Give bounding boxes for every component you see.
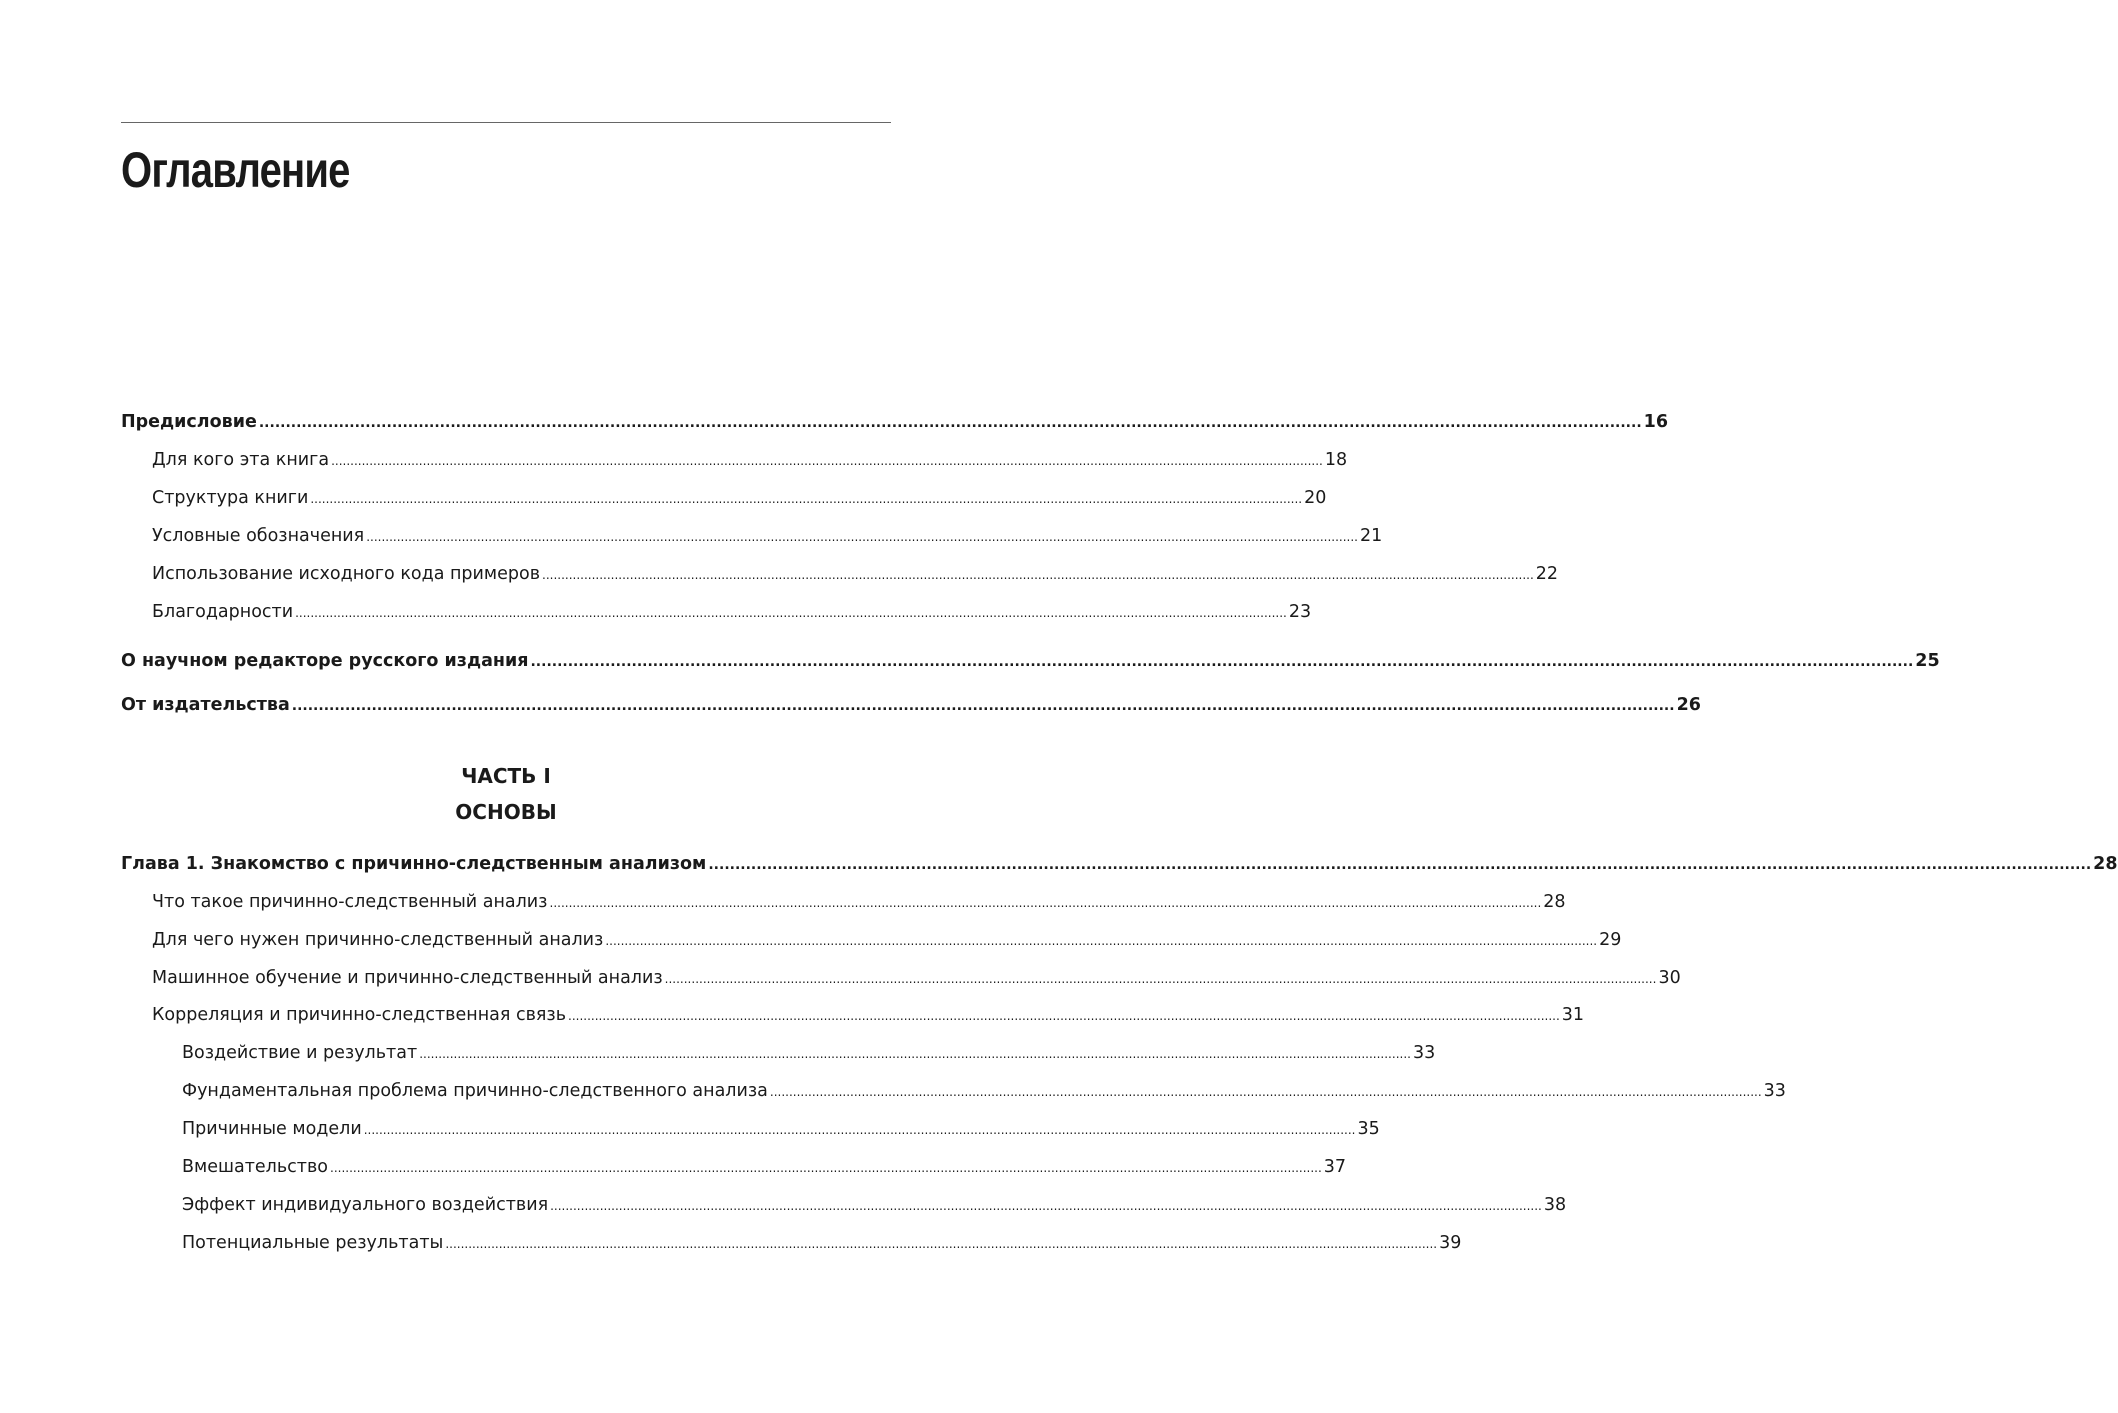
toc-dot-leader: .................................................................................................................................................................................................................................................................... bbox=[530, 654, 1914, 670]
toc-entry-label: Что такое причинно-следственный анализ bbox=[152, 892, 548, 912]
toc-dot-leader: .................................................................................................................................................................................................................................................................... bbox=[258, 415, 1642, 431]
toc-dot-leader: .................................................................................................................................................................................................................................................................... bbox=[664, 972, 1657, 986]
page-title: Оглавление bbox=[121, 142, 350, 198]
toc-entry[interactable] bbox=[182, 1231, 1462, 1256]
toc-entry[interactable] bbox=[182, 1041, 1436, 1066]
toc-entry-label: Благодарности bbox=[152, 602, 294, 622]
toc-page-number: 33 bbox=[1763, 1081, 1786, 1101]
toc-dot-leader: .................................................................................................................................................................................................................................................................... bbox=[445, 1237, 1438, 1251]
toc-page-number: 37 bbox=[1323, 1157, 1347, 1177]
toc-page-number: 16 bbox=[1643, 412, 1668, 432]
toc-entry-label: От издательства bbox=[121, 695, 290, 715]
toc-page-number: 26 bbox=[1676, 695, 1701, 715]
toc-dot-leader: .................................................................................................................................................................................................................................................................... bbox=[291, 698, 1675, 714]
toc-dot-leader: .................................................................................................................................................................................................................................................................... bbox=[310, 492, 1303, 506]
toc-entry-label: О научном редакторе русского издания bbox=[121, 651, 529, 671]
toc-entry[interactable] bbox=[182, 1155, 1347, 1180]
toc-dot-leader: .................................................................................................................................................................................................................................................................... bbox=[419, 1047, 1411, 1061]
toc-dot-leader: .................................................................................................................................................................................................................................................................... bbox=[330, 1161, 1322, 1175]
toc-page-number: 29 bbox=[1599, 930, 1622, 950]
toc-entry-label: Причинные модели bbox=[182, 1119, 362, 1139]
toc-entry-label: Использование исходного кода примеров bbox=[152, 564, 541, 584]
toc-entry[interactable] bbox=[152, 966, 1681, 991]
toc-entry-label: Условные обозначения bbox=[152, 526, 365, 546]
toc-entry-label: Вмешательство bbox=[182, 1157, 329, 1177]
toc-page-number: 38 bbox=[1543, 1195, 1567, 1215]
part-name: ОСНОВЫ bbox=[455, 800, 557, 824]
top-rule bbox=[121, 122, 891, 123]
toc-dot-leader: .................................................................................................................................................................................................................................................................... bbox=[331, 454, 1323, 468]
toc-entry[interactable] bbox=[152, 524, 1383, 549]
toc-page-number: 28 bbox=[2093, 854, 2118, 874]
toc-entry-science-editor[interactable] bbox=[121, 649, 1940, 674]
toc-dot-leader: .................................................................................................................................................................................................................................................................... bbox=[549, 896, 1542, 910]
toc-page-number: 31 bbox=[1561, 1005, 1585, 1025]
toc-entry-chapter-1[interactable] bbox=[121, 852, 2118, 877]
part-number: ЧАСТЬ I bbox=[461, 764, 551, 788]
toc-dot-leader: .................................................................................................................................................................................................................................................................... bbox=[708, 857, 2092, 873]
toc-entry[interactable] bbox=[182, 1117, 1380, 1142]
toc-page-number: 39 bbox=[1439, 1233, 1462, 1253]
toc-entry-label: Предисловие bbox=[121, 412, 257, 432]
toc-entry-label: Корреляция и причинно-следственная связь bbox=[152, 1005, 567, 1025]
toc-entry-label: Потенциальные результаты bbox=[182, 1233, 444, 1253]
toc-page-number: 21 bbox=[1359, 526, 1383, 546]
toc-dot-leader: .................................................................................................................................................................................................................................................................... bbox=[605, 934, 1598, 948]
toc-entry[interactable] bbox=[152, 486, 1327, 511]
toc-entry-label: Для чего нужен причинно-следственный анализ bbox=[152, 930, 604, 950]
toc-entry-label: Структура книги bbox=[152, 488, 309, 508]
toc-page-number: 35 bbox=[1357, 1119, 1380, 1139]
toc-page-number: 25 bbox=[1915, 651, 1940, 671]
toc-page-number: 28 bbox=[1543, 892, 1566, 912]
toc-dot-leader: .................................................................................................................................................................................................................................................................... bbox=[769, 1085, 1762, 1099]
toc-entry-label: Глава 1. Знакомство с причинно-следственным анализом bbox=[121, 854, 707, 874]
toc-dot-leader: .................................................................................................................................................................................................................................................................... bbox=[568, 1009, 1560, 1023]
toc-entry-label: Машинное обучение и причинно-следственный анализ bbox=[152, 968, 663, 988]
toc-page-number: 33 bbox=[1412, 1043, 1436, 1063]
toc-dot-leader: .................................................................................................................................................................................................................................................................... bbox=[542, 568, 1534, 582]
toc-page-number: 18 bbox=[1324, 450, 1348, 470]
toc-entry[interactable] bbox=[182, 1079, 1786, 1104]
toc-entry-publisher[interactable] bbox=[121, 693, 1701, 718]
toc-entry-label: Эффект индивидуального воздействия bbox=[182, 1195, 549, 1215]
toc-entry-preface[interactable] bbox=[121, 410, 1668, 435]
toc-page-number: 20 bbox=[1304, 488, 1327, 508]
toc-entry[interactable] bbox=[152, 448, 1348, 473]
toc-dot-leader: .................................................................................................................................................................................................................................................................... bbox=[366, 530, 1358, 544]
toc-entry-label: Для кого эта книга bbox=[152, 450, 330, 470]
toc-page-number: 22 bbox=[1535, 564, 1559, 584]
toc-entry[interactable] bbox=[182, 1193, 1567, 1218]
toc-entry-label: Фундаментальная проблема причинно-следственного анализа bbox=[182, 1081, 768, 1101]
toc-dot-leader: .................................................................................................................................................................................................................................................................... bbox=[363, 1123, 1356, 1137]
toc-entry[interactable] bbox=[152, 890, 1566, 915]
toc-dot-leader: .................................................................................................................................................................................................................................................................... bbox=[550, 1199, 1542, 1213]
toc-entry[interactable] bbox=[152, 1003, 1585, 1028]
toc-page-number: 23 bbox=[1288, 602, 1312, 622]
toc-entry[interactable] bbox=[152, 562, 1559, 587]
toc-entry[interactable] bbox=[152, 928, 1622, 953]
toc-dot-leader: .................................................................................................................................................................................................................................................................... bbox=[295, 606, 1287, 620]
toc-entry[interactable] bbox=[152, 600, 1312, 625]
toc-page-number: 30 bbox=[1658, 968, 1681, 988]
toc-entry-label: Воздействие и результат bbox=[182, 1043, 418, 1063]
